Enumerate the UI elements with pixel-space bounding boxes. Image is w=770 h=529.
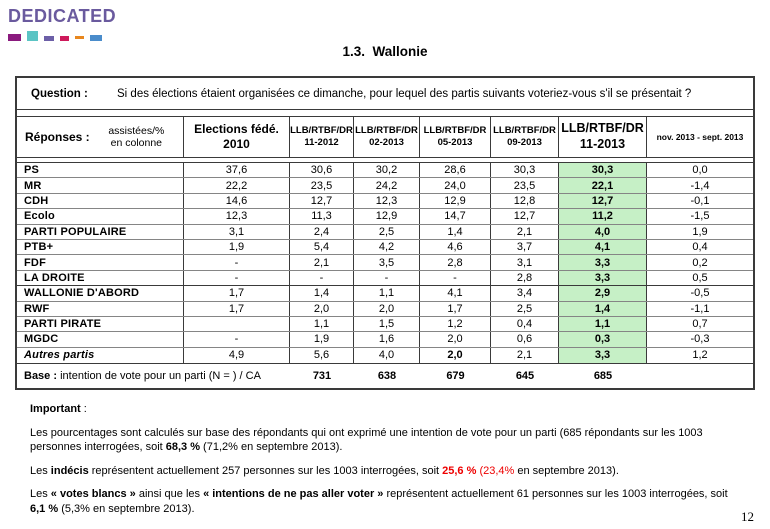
table-row (17, 225, 753, 240)
responses-label: Réponses : (25, 129, 90, 144)
value-cell: 2,1 (491, 225, 559, 239)
value-cell: 0,2 (692, 256, 708, 269)
value-cell: -1,1 (690, 302, 710, 315)
value-cell: 1,5 (354, 317, 420, 331)
party-label: FDF (17, 255, 184, 269)
table-row (17, 255, 753, 270)
column-header-11-2012: LLB/RTBF/DR 11-2012 (290, 117, 354, 157)
value-cell: 30,2 (354, 163, 420, 177)
value-cell: - (184, 271, 290, 285)
base-value: 645 (515, 370, 535, 383)
value-cell: 1,2 (420, 317, 491, 331)
party-label: Ecolo (17, 209, 184, 223)
value-cell: 3,3 (559, 348, 647, 363)
note-percentages: Les pourcentages sont calculés sur base des répondants qui ont exprimé une intention de vote pour un parti (685 répondants sur les 1003 personnes interrogées, soit 68,3 % (71,2% en septembre 2013). (30, 426, 703, 454)
value-cell: 0,3 (559, 332, 647, 346)
column-header-09-2013: LLB/RTBF/DR 09-2013 (491, 117, 559, 157)
logo-square-1 (8, 34, 21, 41)
value-cell: 11,2 (559, 209, 647, 223)
value-cell: -1,4 (690, 179, 710, 192)
table-row (17, 240, 753, 255)
value-cell: 28,6 (420, 163, 491, 177)
value-cell: 4,6 (420, 240, 491, 254)
table-row (17, 271, 753, 286)
value-cell: - (420, 271, 491, 285)
value-cell: - (354, 271, 420, 285)
value-cell: 1,4 (559, 302, 647, 316)
base-label-bold: Base : (24, 370, 58, 383)
responses-note-line1: assistées/% (108, 124, 165, 137)
base-value: 638 (377, 370, 397, 383)
logo-square-6 (90, 35, 102, 41)
value-cell: 23,5 (290, 178, 354, 192)
value-cell: 2,0 (420, 348, 491, 363)
value-cell: 12,9 (420, 194, 491, 208)
value-cell: 12,7 (559, 194, 647, 208)
value-cell: 1,7 (420, 302, 491, 316)
value-cell: 1,1 (290, 317, 354, 331)
party-label: PARTI POPULAIRE (17, 225, 184, 239)
value-cell: 2,8 (491, 271, 559, 285)
value-cell: 1,9 (184, 240, 290, 254)
question-label: Question : (31, 87, 88, 100)
question-row (17, 78, 753, 110)
value-cell: 3,7 (491, 240, 559, 254)
note-indecis: Les indécis représentent actuellement 257 personnes sur les 1003 interrogées, soit 25,6 % (23,4% en septembre 2013). (30, 464, 619, 477)
value-cell: 22,1 (559, 178, 647, 192)
table-body (17, 163, 753, 363)
base-value: 685 (593, 370, 613, 383)
value-cell: 22,2 (184, 178, 290, 192)
value-cell: 4,1 (559, 240, 647, 254)
value-cell: 1,7 (184, 286, 290, 300)
value-cell: 2,9 (559, 286, 647, 300)
table-row (17, 194, 753, 209)
value-cell: 1,9 (290, 332, 354, 346)
table-row (17, 317, 753, 332)
value-cell: -1,5 (690, 210, 710, 223)
logo-square-5 (75, 36, 84, 39)
value-cell: 0,4 (491, 317, 559, 331)
responses-note (90, 125, 183, 149)
table-row (17, 302, 753, 317)
responses-note-line2: en colonne (110, 137, 163, 149)
important-heading: Important : (30, 403, 87, 415)
value-cell: 3,3 (559, 271, 647, 285)
value-cell: -0,5 (690, 287, 710, 300)
value-cell: -0,1 (690, 194, 710, 207)
party-label: PS (17, 163, 184, 177)
value-cell: 12,9 (354, 209, 420, 223)
value-cell: 30,6 (290, 163, 354, 177)
value-cell: 12,8 (491, 194, 559, 208)
base-value: 731 (312, 370, 332, 383)
column-header-02-2013: LLB/RTBF/DR 02-2013 (354, 117, 420, 157)
party-label: Autres partis (17, 348, 184, 363)
value-cell: 4,2 (354, 240, 420, 254)
survey-results-table (15, 76, 755, 390)
value-cell: 3,5 (354, 255, 420, 269)
note-votes-blancs: Les « votes blancs » ainsi que les « intentions de ne pas aller voter » représentent actuellement 61 personnes sur les 1003 interrogées, soit 6,1 % (5,3% en septembre 2013). (30, 488, 728, 515)
value-cell: 3,3 (559, 255, 647, 269)
table-row (17, 332, 753, 347)
value-cell: 2,4 (290, 225, 354, 239)
value-cell: 1,4 (420, 225, 491, 239)
value-cell: -0,3 (690, 333, 710, 346)
value-cell: 1,2 (692, 349, 708, 362)
value-cell: 1,9 (692, 225, 708, 238)
value-cell: 3,1 (491, 255, 559, 269)
value-cell: 12,3 (354, 194, 420, 208)
party-label: RWF (17, 302, 184, 316)
value-cell: 5,4 (290, 240, 354, 254)
party-label: LA DROITE (17, 271, 184, 285)
value-cell: 1,7 (184, 302, 290, 316)
value-cell: 3,4 (491, 286, 559, 300)
value-cell: - (184, 332, 290, 346)
base-row (17, 363, 753, 388)
logo-square-4 (60, 36, 69, 41)
value-cell: 4,9 (184, 348, 290, 363)
value-cell: 4,0 (559, 225, 647, 239)
value-cell: - (290, 271, 354, 285)
value-cell: 12,7 (290, 194, 354, 208)
table-row (17, 163, 753, 178)
column-header-05-2013: LLB/RTBF/DR 05-2013 (420, 117, 491, 157)
value-cell: 0,5 (692, 271, 708, 284)
page-title: 1.3. Wallonie (342, 44, 428, 59)
value-cell: 0,6 (491, 332, 559, 346)
party-label: PARTI PIRATE (17, 317, 184, 331)
value-cell (184, 317, 290, 331)
table-row (17, 286, 753, 301)
value-cell: 24,0 (420, 178, 491, 192)
value-cell: 1,1 (559, 317, 647, 331)
column-header-diff: nov. 2013 - sept. 2013 (656, 131, 744, 142)
value-cell: 12,7 (491, 209, 559, 223)
value-cell: 24,2 (354, 178, 420, 192)
value-cell: 0,7 (692, 318, 708, 331)
value-cell: 11,3 (290, 209, 354, 223)
base-label-rest: intention de vote pour un parti (N = ) / CA (57, 370, 261, 383)
column-header-11-2013: LLB/RTBF/DR 11-2013 (559, 117, 647, 157)
party-label: MGDC (17, 332, 184, 346)
value-cell: 2,0 (354, 302, 420, 316)
value-cell: 30,3 (559, 163, 647, 177)
dedicated-logo (8, 6, 116, 41)
value-cell: 30,3 (491, 163, 559, 177)
value-cell: 37,6 (184, 163, 290, 177)
value-cell: 2,0 (290, 302, 354, 316)
value-cell: 2,1 (491, 348, 559, 363)
value-cell: 0,4 (692, 241, 708, 254)
party-label: PTB+ (17, 240, 184, 254)
value-cell: 12,3 (184, 209, 290, 223)
value-cell: 14,7 (420, 209, 491, 223)
value-cell: 2,8 (420, 255, 491, 269)
table-header-row (17, 116, 753, 158)
base-value: 679 (446, 370, 465, 383)
table-row (17, 178, 753, 193)
table-row (17, 348, 753, 363)
value-cell: 1,4 (290, 286, 354, 300)
value-cell: 23,5 (491, 178, 559, 192)
question-text: Si des élections étaient organisées ce dimanche, pour lequel des partis suivants voteriez-vous s'il se présentait ? (117, 87, 692, 100)
value-cell: 2,1 (290, 255, 354, 269)
value-cell: 2,5 (491, 302, 559, 316)
logo-square-3 (44, 36, 54, 41)
footer-notes (30, 402, 744, 525)
party-label: WALLONIE D'ABORD (17, 286, 184, 300)
value-cell: 1,6 (354, 332, 420, 346)
value-cell: 4,0 (354, 348, 420, 363)
value-cell: 5,6 (290, 348, 354, 363)
table-row (17, 209, 753, 224)
value-cell: - (184, 255, 290, 269)
party-label: CDH (17, 194, 184, 208)
value-cell: 0,0 (692, 164, 708, 177)
party-label: MR (17, 178, 184, 192)
value-cell: 14,6 (184, 194, 290, 208)
value-cell: 2,5 (354, 225, 420, 239)
base-label (17, 370, 290, 382)
column-header-2010: Elections fédé. 2010 (184, 117, 290, 157)
value-cell: 3,1 (184, 225, 290, 239)
column-header-reponses (17, 117, 184, 157)
page-number: 12 (741, 509, 754, 524)
logo-square-2 (27, 31, 38, 41)
value-cell: 2,0 (420, 332, 491, 346)
value-cell: 1,1 (354, 286, 420, 300)
value-cell: 4,1 (420, 286, 491, 300)
logo-squares (8, 30, 116, 41)
logo-text: DEDICATED (8, 6, 117, 26)
